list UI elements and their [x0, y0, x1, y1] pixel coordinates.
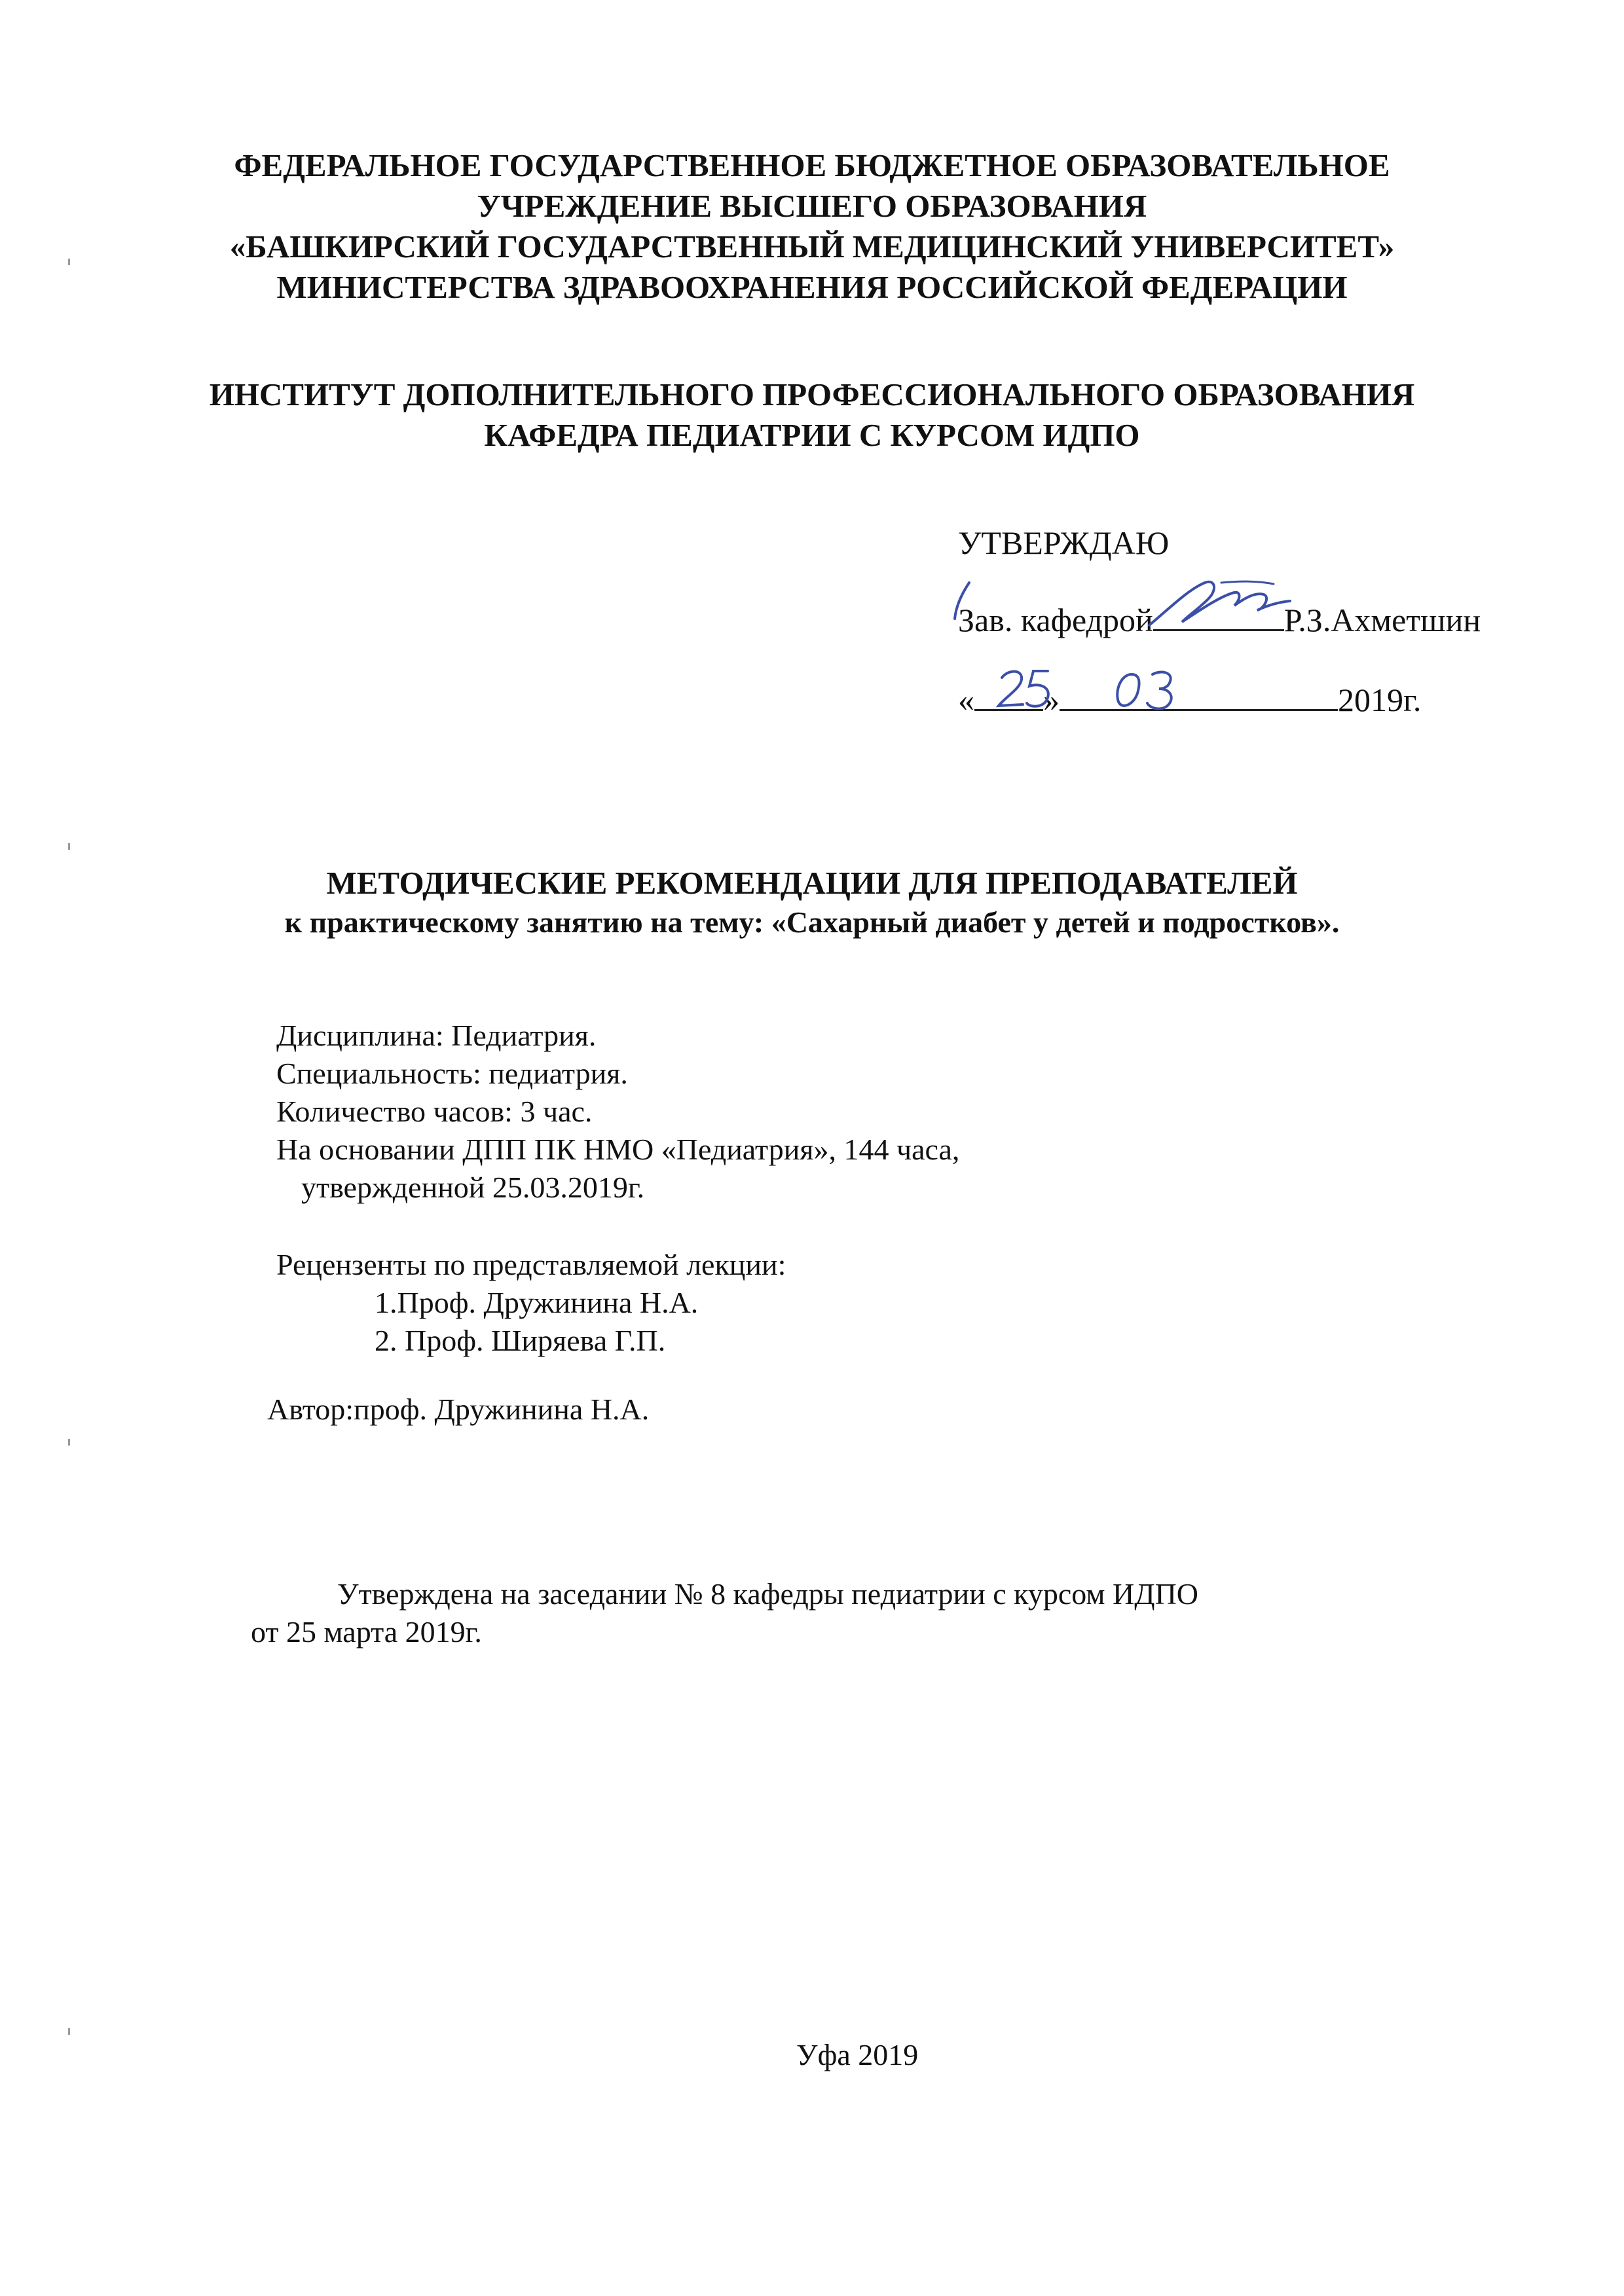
reviewer-item: 2. Проф. Ширяева Г.П. — [375, 1324, 666, 1357]
org-line-4: МИНИСТЕРСТВА ЗДРАВООХРАНЕНИЯ РОССИЙСКОЙ ФЕДЕРАЦИИ — [276, 269, 1348, 305]
reviewers-heading: Рецензенты по представляемой лекции: — [276, 1248, 786, 1281]
meeting-line-2: от 25 марта 2019г. — [251, 1615, 482, 1649]
handwritten-mark — [943, 576, 982, 629]
handwritten-date — [950, 655, 1225, 720]
scan-mark — [68, 843, 70, 850]
reviewer-item: 1.Проф. Дружинина Н.А. — [375, 1286, 699, 1319]
basis: На основании ДПП ПК НМО «Педиатрия», 144 часа, — [276, 1133, 960, 1166]
organization-header — [0, 145, 1624, 308]
date-close-quote: » — [1043, 682, 1060, 718]
scan-mark — [68, 2028, 70, 2035]
author: Автор:проф. Дружинина Н.А. — [267, 1393, 650, 1426]
document-title: МЕТОДИЧЕСКИЕ РЕКОМЕНДАЦИИ ДЛЯ ПРЕПОДАВАТЕЛЕЙ — [326, 865, 1298, 901]
handwritten-signature — [1143, 570, 1300, 642]
org-line-3: «БАШКИРСКИЙ ГОСУДАРСТВЕННЫЙ МЕДИЦИНСКИЙ УНИВЕРСИТЕТ» — [229, 228, 1395, 264]
specialty: Специальность: педиатрия. — [276, 1057, 628, 1090]
basis-continued: утвержденной 25.03.2019г. — [301, 1171, 645, 1204]
date-year: 2019г. — [1338, 682, 1422, 718]
document-subtitle: к практическому занятию на тему: «Сахарный диабет у детей и подростков». — [284, 905, 1340, 939]
footer-city-year: Уфа 2019 — [796, 2038, 919, 2071]
head-label: Зав. кафедрой — [958, 602, 1153, 638]
document-title-block — [0, 863, 1624, 941]
hours: Количество часов: 3 час. — [276, 1095, 593, 1128]
approval-title: УТВЕРЖДАЮ — [958, 524, 1170, 561]
institute-line-1: ИНСТИТУТ ДОПОЛНИТЕЛЬНОГО ПРОФЕССИОНАЛЬНОГО ОБРАЗОВАНИЯ — [209, 376, 1415, 412]
org-line-2: УЧРЕЖДЕНИЕ ВЫСШЕГО ОБРАЗОВАНИЯ — [477, 188, 1147, 224]
org-line-1: ФЕДЕРАЛЬНОЕ ГОСУДАРСТВЕННОЕ БЮДЖЕТНОЕ ОБРАЗОВАТЕЛЬНОЕ — [234, 147, 1390, 183]
discipline: Дисциплина: Педиатрия. — [276, 1019, 597, 1052]
department-line: КАФЕДРА ПЕДИАТРИИ С КУРСОМ ИДПО — [484, 417, 1140, 453]
date-open-quote: « — [958, 682, 974, 718]
institute-header — [0, 374, 1624, 456]
head-name: Р.З.Ахметшин — [1283, 602, 1481, 638]
meeting-line-1: Утверждена на заседании № 8 кафедры педиатрии с курсом ИДПО — [337, 1577, 1199, 1611]
scan-mark — [68, 1439, 70, 1446]
